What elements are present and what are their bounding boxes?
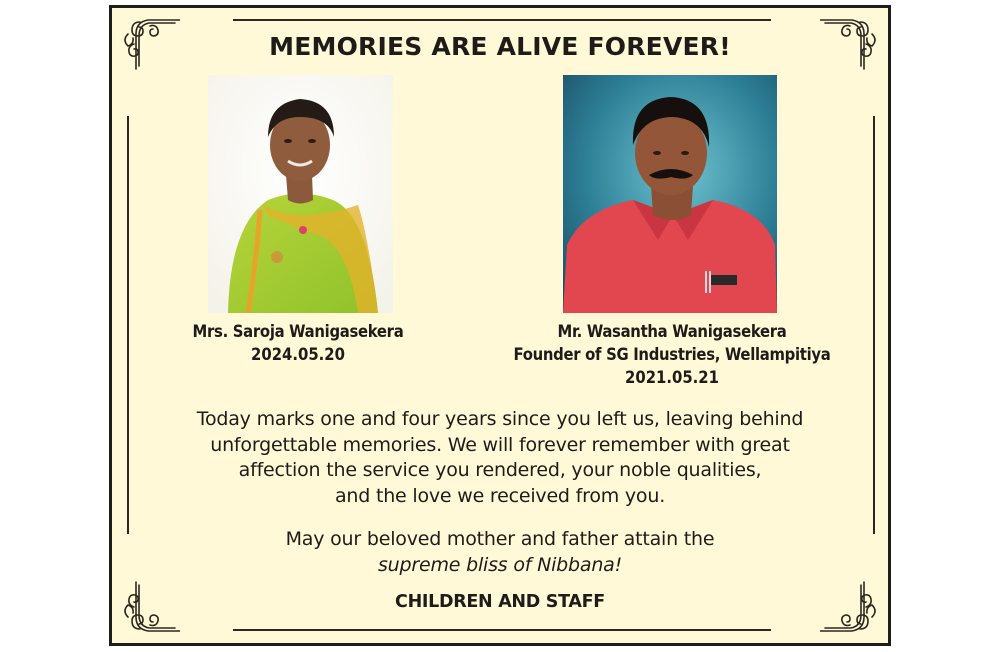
bottom-divider-line	[233, 629, 771, 631]
message-line: affection the service you rendered, your noble qualities,	[238, 459, 762, 481]
portrait-photo-left	[208, 75, 393, 313]
notice-title: MEMORIES ARE ALIVE FOREVER!	[269, 32, 731, 61]
memorial-notice-frame	[109, 5, 891, 646]
right-person-caption	[472, 320, 872, 389]
right-person-date: 2021.05.21	[625, 368, 719, 387]
left-person-caption	[148, 320, 448, 366]
prayer-line-2: supreme bliss of Nibbana!	[377, 554, 623, 576]
right-person-role: Founder of SG Industries, Wellampitiya	[513, 345, 831, 364]
prayer-text	[112, 526, 888, 578]
message-line: Today marks one and four years since you left us, leaving behind	[196, 408, 804, 430]
portrait-photo-right	[563, 75, 777, 313]
message-line: and the love we received from you.	[334, 484, 666, 507]
left-person-date: 2024.05.20	[251, 345, 345, 364]
memorial-message	[112, 407, 888, 509]
left-person-name: Mrs. Saroja Wanigasekera	[192, 322, 404, 341]
signoff: CHILDREN AND STAFF	[395, 592, 605, 612]
right-person-name: Mr. Wasantha Wanigasekera	[557, 322, 787, 341]
message-line: unforgettable memories. We will forever remember with great	[210, 433, 790, 456]
top-divider-line	[233, 19, 771, 21]
prayer-line-1: May our beloved mother and father attain the	[285, 528, 715, 550]
